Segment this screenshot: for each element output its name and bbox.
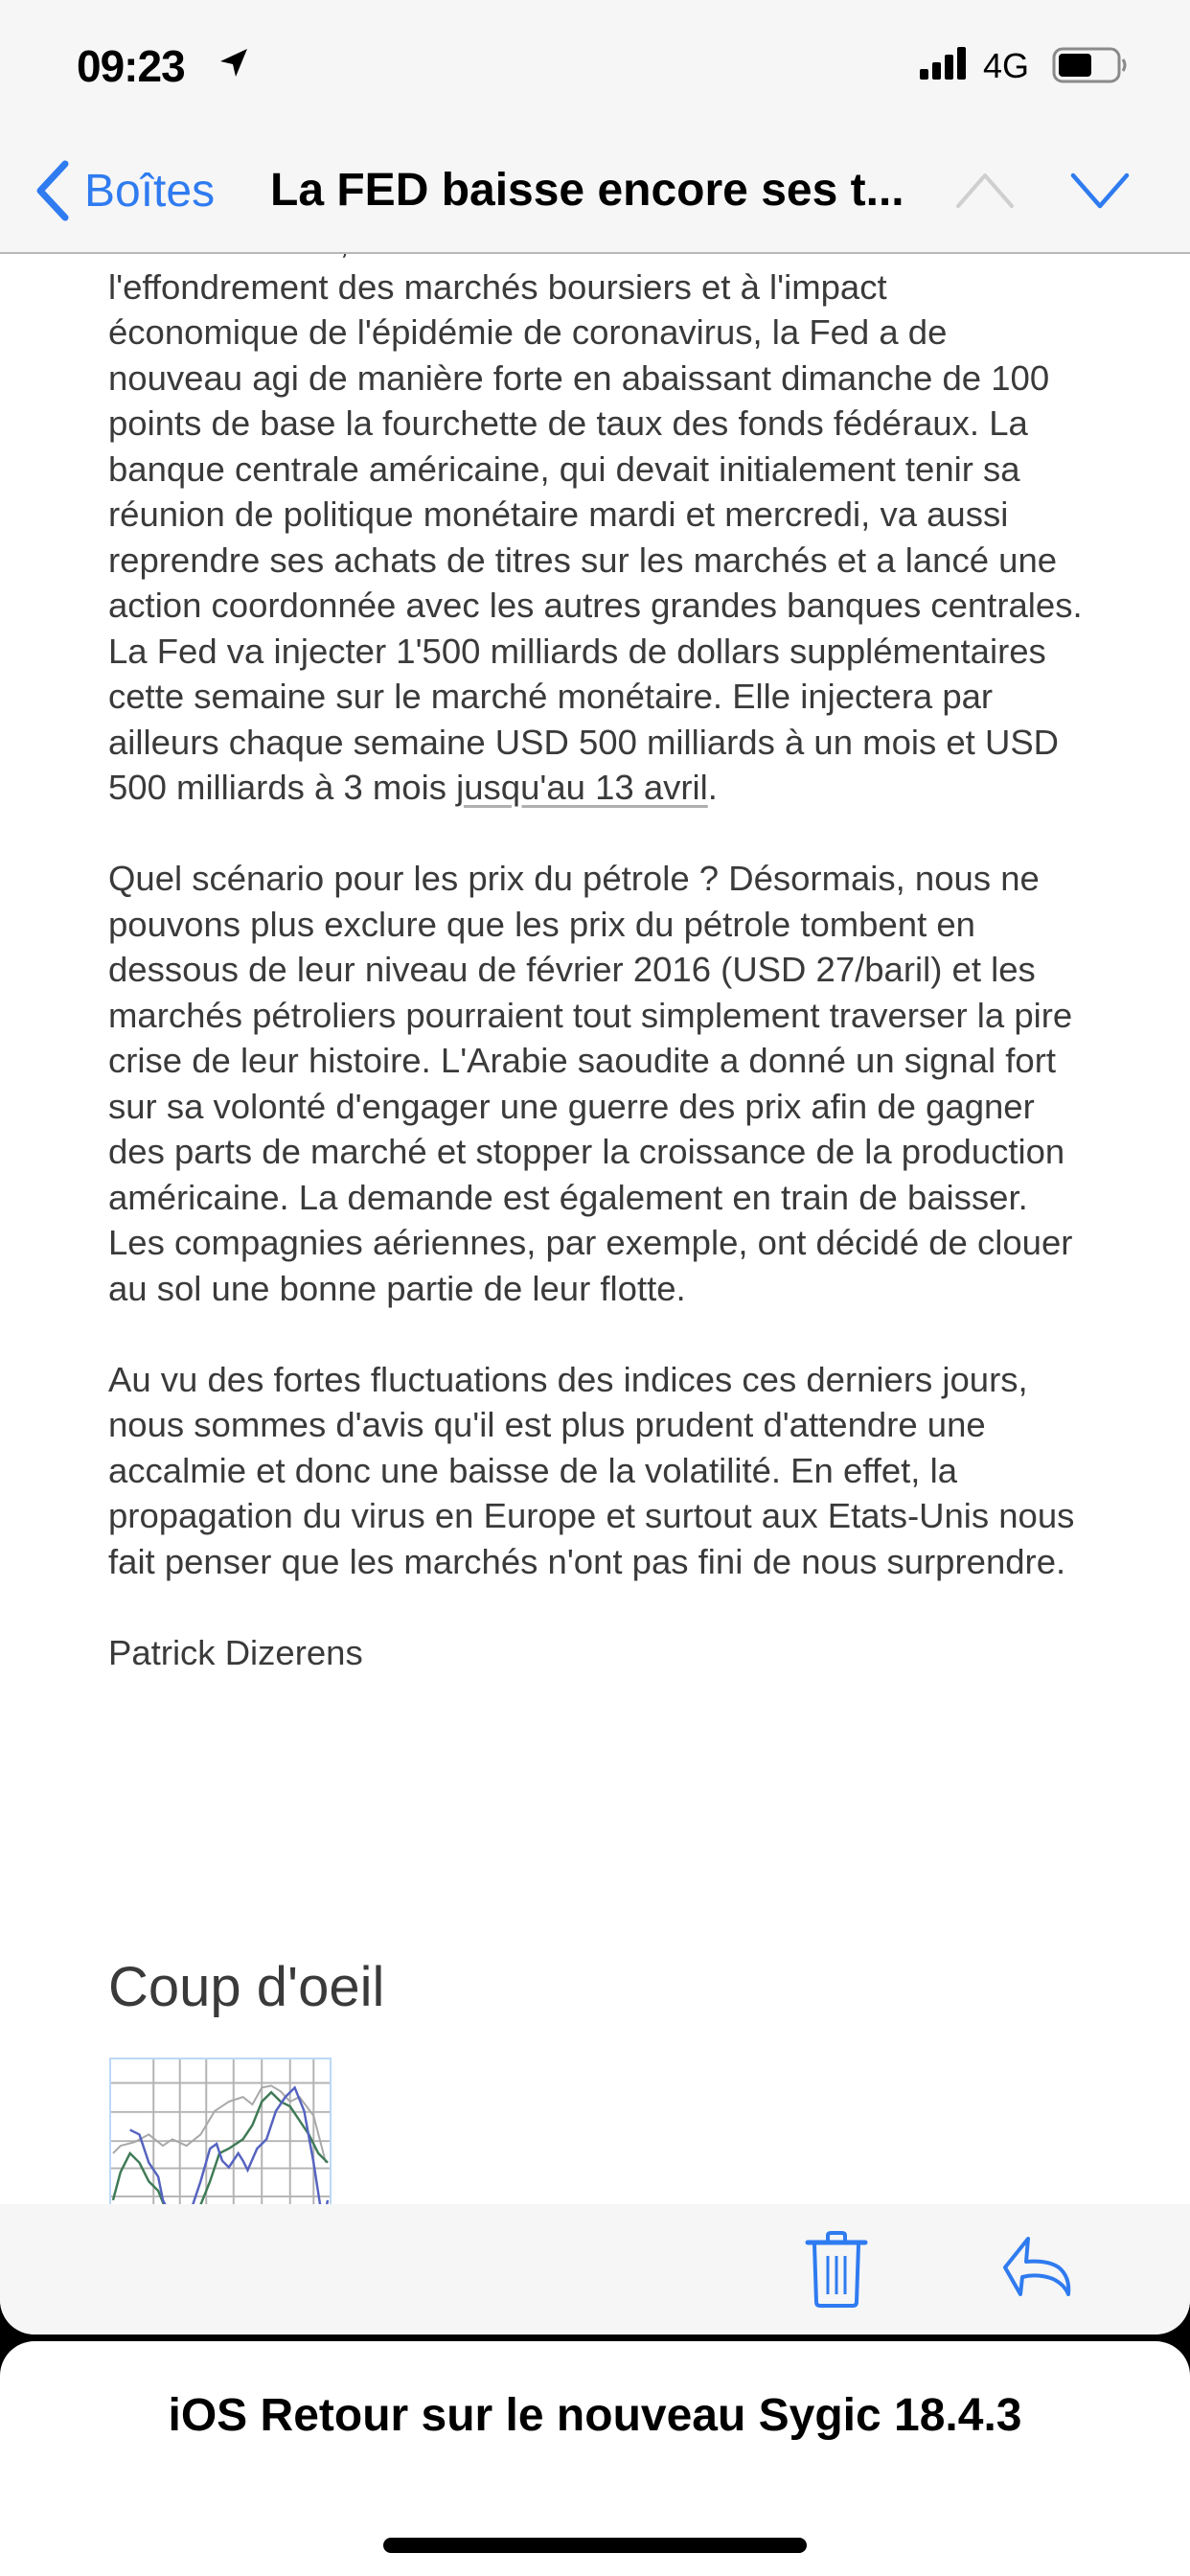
back-button[interactable] [33, 160, 215, 221]
home-indicator[interactable] [383, 2538, 807, 2553]
next-message-chevron-down-icon[interactable] [1069, 170, 1131, 212]
status-bar [0, 0, 1190, 129]
location-arrow-icon [217, 46, 251, 80]
email-scroll-area[interactable] [0, 254, 1190, 2204]
back-label: Boîtes [84, 165, 216, 217]
email-body [108, 218, 1086, 1721]
mail-toolbar [0, 2204, 1190, 2334]
next-message-sheet[interactable] [0, 2341, 1190, 2576]
signal-bars-icon [918, 46, 972, 80]
email-signature: Patrick Dizerens [108, 1632, 363, 1672]
email-paragraph-2: Quel scénario pour les prix du pétrole ? Désormais, nous ne pouvons plus exclure que les prix du pétrole tombent en dessous de leur niveau de février 2016 (USD 27/baril) et les marchés pétroliers pourraient tout simplement traverser la pire crise de leur histoire. L'Arabie saoudite a donné un signal fort sur sa volonté d'engager une guerre des prix afin de gagner des parts de marché et stopper la croissance de la production américaine. La demande est également en train de baisser. Les compagnies aériennes, par exemple, ont décidé de clouer au sol une bonne partie de leur flotte. [108, 859, 1073, 1308]
network-type: 4G [983, 46, 1030, 85]
trash-icon[interactable] [805, 2231, 868, 2308]
date-link[interactable]: jusqu'au 13 avril [456, 768, 708, 807]
reply-icon[interactable] [1001, 2235, 1074, 2298]
battery-icon [1052, 46, 1129, 84]
status-time: 09:23 [77, 41, 185, 91]
email-paragraph-1: l'effondrement des marchés boursiers et à l'impact économique de l'épidémie de coronavirus, la Fed a de nouveau agi de manière forte en abaissant dimanche de 100 points de base la fourchette de taux des fonds fédéraux. La banque centrale américaine, qui devait initialement tenir sa réunion de politique monétaire mardi et mercredi, va aussi reprendre ses achats de titres sur les marchés et a lancé une action coordonnée avec les autres grandes banques centrales. La Fed va injecter 1'500 milliards de dollars supplémentaires cette semaine sur le marché monétaire. Elle injectera par ailleurs chaque semaine USD 500 milliards à un mois et USD 500 milliards à 3 mois jusqu'au 13 avril. [108, 266, 1083, 807]
next-message-title: iOS Retour sur le nouveau Sygic 18.4.3 [168, 2390, 1022, 2441]
chevron-left-icon [33, 160, 71, 221]
section-title: Coup d'oeil [108, 1956, 385, 2018]
email-subject-title: La FED baisse encore ses t... [270, 165, 904, 216]
nav-bar [0, 129, 1190, 254]
email-paragraph-3: Au vu des fortes fluctuations des indices ces derniers jours, nous sommes d'avis qu'il est plus prudent d'attendre une accalmie et donc une baisse de la volatilité. En effet, la propagation du virus en Europe et surtout aux Etats-Unis nous fait penser que les marchés n'ont pas fini de nous surprendre. [108, 1359, 1075, 1581]
previous-message-chevron-up-icon[interactable] [954, 170, 1016, 212]
